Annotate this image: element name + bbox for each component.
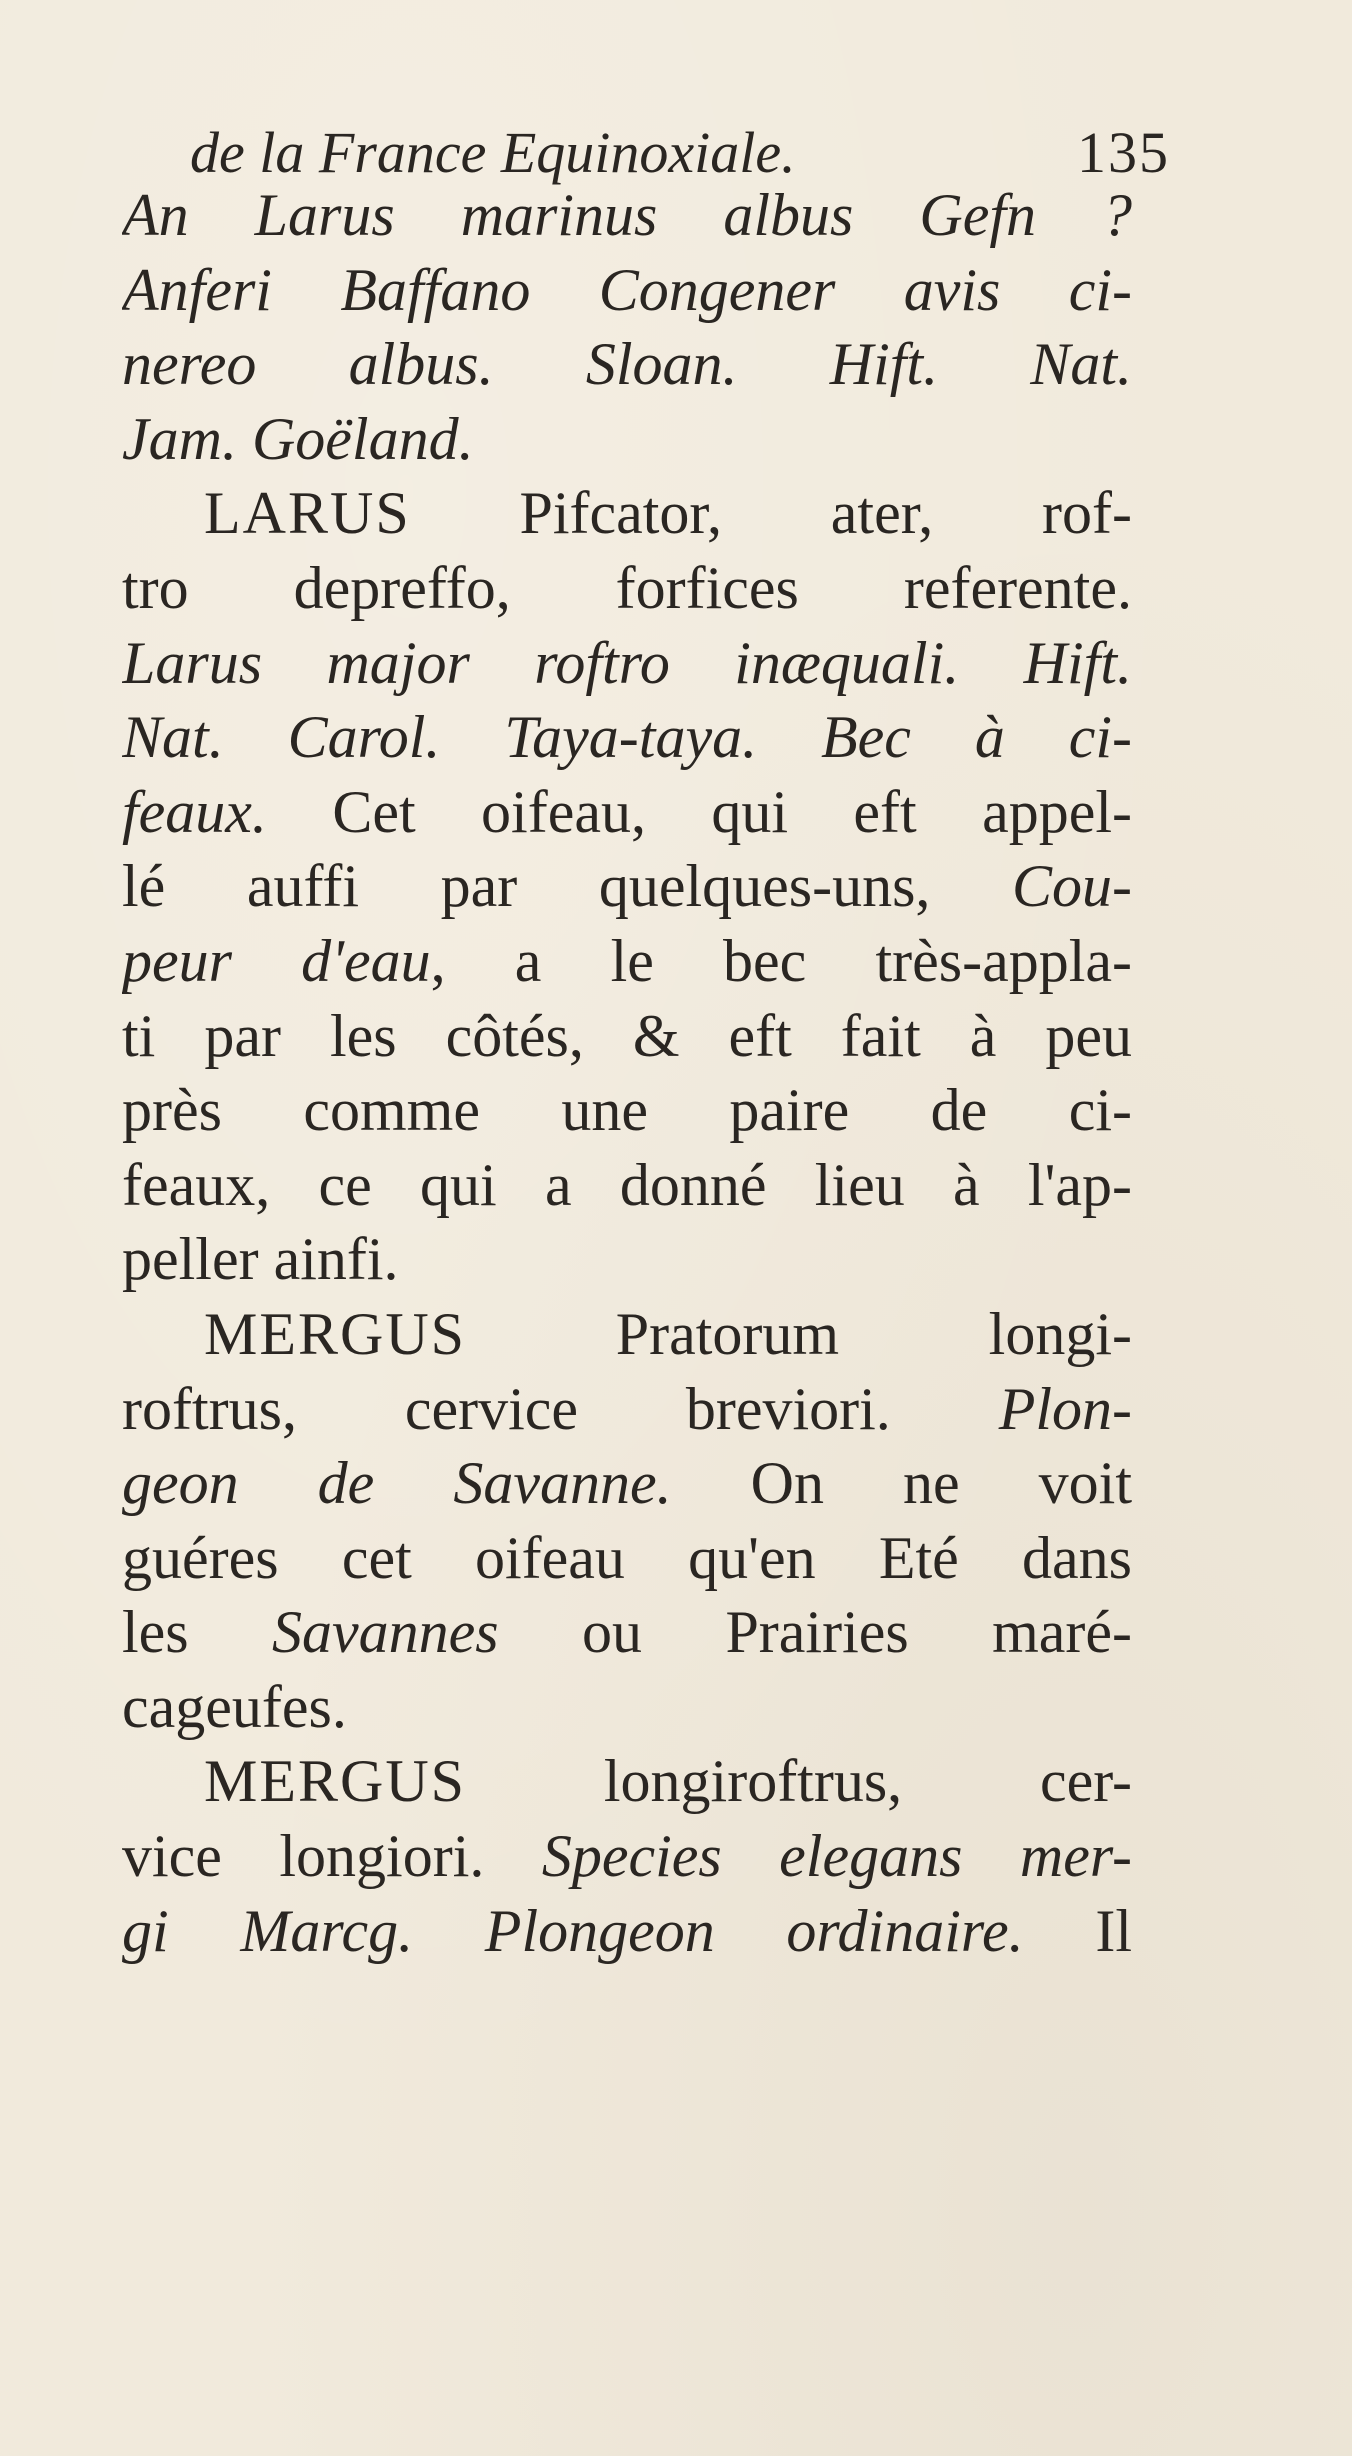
text-segment: MERGUS [204,1300,467,1367]
text-segment: Savannes [272,1599,499,1666]
text-segment: ti par les côtés, & eft fait à peu [122,1002,1132,1069]
text-line [122,551,1132,626]
text-segment: , a le bec très-appla- [430,927,1132,994]
text-segment: Pifcator, ater, rof- [410,480,1132,547]
text-segment: les [122,1599,273,1666]
text-segment: peur d'eau [122,927,431,994]
text-line [122,1148,1132,1223]
text-line [122,775,1132,850]
text-line [122,253,1132,328]
text-segment: ou Prairies maré- [498,1599,1132,1666]
text-line [122,849,1132,924]
text-segment: guéres cet oifeau qu'en Eté dans [122,1524,1132,1591]
running-head: de la France Equinoxiale. [190,120,796,185]
text-segment: Il [1023,1897,1132,1964]
text-segment: feaux. [122,778,267,845]
text-line [122,1521,1132,1596]
text-segment: feaux, ce qui a donné lieu à l'ap- [122,1151,1132,1218]
text-line [122,999,1132,1074]
text-line [122,626,1132,701]
text-segment: Pratorum longi- [466,1300,1132,1367]
text-segment: près comme une paire de ci- [122,1077,1132,1144]
text-segment: Species elegans mer- [541,1823,1132,1890]
text-line [122,1297,1132,1372]
text-segment: peller ainfi. [122,1226,399,1293]
text-segment: geon de Savanne. [122,1450,672,1517]
text-segment: Jam. Goëland. [122,405,474,472]
text-line [122,1670,1132,1745]
text-segment: roftrus, cervice breviori. [122,1375,999,1442]
text-line [122,1744,1132,1819]
text-segment: longiroftrus, cer- [466,1748,1132,1815]
text-segment: gi Marcg. Plongeon ordinaire. [122,1897,1024,1964]
text-line [122,1894,1132,1969]
text-segment: lé auffi par quelques-uns, [122,853,1012,920]
text-segment: vice longiori. [122,1823,542,1890]
body-text [122,178,1132,1968]
text-segment: Cou- [1012,853,1132,920]
text-segment: cageufes. [122,1673,347,1740]
text-line [122,476,1132,551]
text-line [122,1073,1132,1148]
text-segment: Plon- [998,1375,1132,1442]
text-line [122,1446,1132,1521]
text-segment: nereo albus. Sloan. Hift. Nat. [122,331,1132,398]
text-segment: On ne voit [671,1450,1132,1517]
text-line [122,700,1132,775]
text-segment: Nat. Carol. Taya-taya. Bec à ci- [122,704,1132,771]
text-segment: tro depreffo, forfices referente. [122,554,1132,621]
text-line [122,924,1132,999]
text-segment: MERGUS [204,1748,467,1815]
text-line [122,402,1132,477]
text-segment: An Larus marinus albus Gefn ? [122,182,1132,248]
text-line [122,1819,1132,1894]
text-segment: LARUS [204,480,411,547]
text-segment: Cet oifeau, qui eft appel- [266,778,1132,845]
text-line [122,1372,1132,1447]
text-line [122,1222,1132,1297]
text-line [122,178,1132,253]
text-segment: Anferi Baffano Congener avis ci- [122,256,1132,323]
text-segment: Larus major roftro inæquali. Hift. [122,629,1132,696]
text-line [122,327,1132,402]
page-number: 135 [1077,120,1170,185]
text-line [122,1595,1132,1670]
page-header [190,108,1170,188]
